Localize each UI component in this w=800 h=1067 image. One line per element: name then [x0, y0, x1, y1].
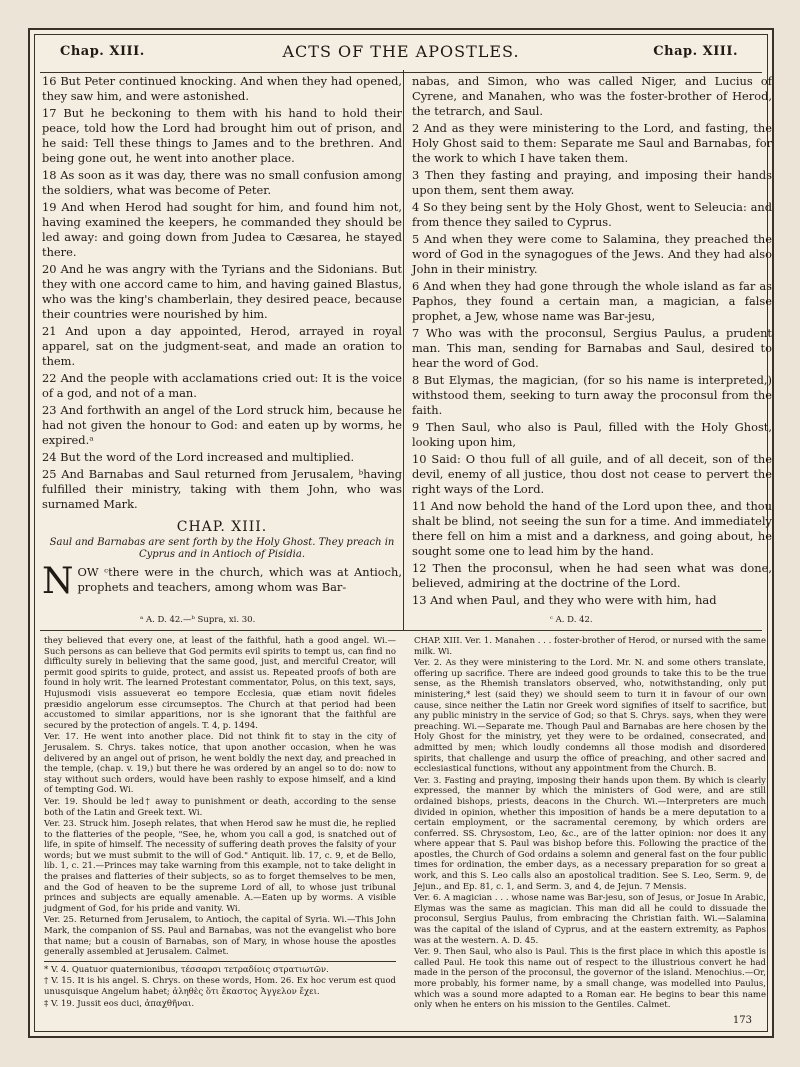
verse: 6 And when they had gone through the whole island as far as Paphos, they found a certain man, a magician, a false prophet, a Jew, whose name was Bar-jesu, [412, 279, 772, 323]
footnote-rule [44, 961, 396, 962]
footnote: ‡ V. 19. Jussit eos duci, ἀπαχθῆναι. [44, 998, 195, 1009]
right-date-reference: ᶜ A. D. 42. [550, 615, 593, 625]
verse: 9 Then Saul, who also is Paul, filled with the Holy Ghost, looking upon him, [412, 420, 772, 449]
note: Ver. 2. As they were ministering to the Lord. Mr. N. and some others translate, offering up sacrifice. There are indeed good grounds to take this to be the true sense, as the Rhemish translators observed, who, notwithstanding, only put ministering,* lest (said they) we should seem to turn it in favour of our own cause, since neither the Latin nor Greek word signifies of itself to sacrifice, but any public ministry in the service of God; so that S. Chrys. says, when they were preaching. Wi.—Separate me. Though Paul and Barnabas are here chosen by the Holy Ghost for the ministry, yet they were to be ordained, consecrated, and admitted by men; which loudly condemns all those modish and disordered spirits, that challenge and usurp the office of preaching, and other sacred and ecclesiastical functions, without any appointment from the Church. B. [414, 658, 766, 775]
verse: 25 And Barnabas and Saul returned from Jerusalem, ᵇhaving fulfilled their ministry, taking with them John, who was surnamed Mark. [42, 467, 402, 511]
chapter-first-verse [42, 561, 402, 602]
chapter-title: CHAP. XIII. [176, 519, 268, 535]
note: Ver. 3. Fasting and praying, imposing their hands upon them. By which is clearly expressed, the manner by which the ministers of God were, and are still ordained bishops, priests, deacons in the Church. Wi.—Interpreters are much divided in opinion, whether this imposition of hands be a mere deputation to a certain employment, or the sacramental ceremony, by which orders are conferred. SS. Chrysostom, Leo, &c., are of the latter opinion: nor does it any where appear that S. Paul was bishop before this. Following the practice of the apostles, the Church of God ordains a solemn and general fast on the four public times for ordination, the ember days, as a necessary preparation for so great a work, and this S. Leo calls also an apostolical tradition. See S. Leo, Serm. 9, de Jejun., and Ep. 81, c. 1, and Serm. 3, and 4, de Jejun. 7 Mensis. [414, 775, 766, 892]
note: CHAP. XIII. Ver. 1. Manahen . . . foster-brother of Herod, or nursed with the same milk. Wi. [414, 636, 766, 657]
verse: 19 And when Herod had sought for him, and found him not, having examined the keepers, he commanded they should be led away: and going down from Judea to Cæsarea, he stayed there. [42, 200, 402, 259]
verse: 11 And now behold the hand of the Lord upon thee, and thou shalt be blind, not seeing the sun for a time. And immediately there fell on him a mist and a darkness, and going about, he sought some one to lead him by the hand. [412, 499, 772, 558]
verse: 13 And when Paul, and they who were with him, had [412, 593, 717, 607]
first-verse-text: OW ᶜthere were in the church, which was at Antioch, prophets and teachers, among whom was Bar- [77, 565, 402, 594]
left-text-column [42, 74, 402, 602]
right-text-column [412, 74, 772, 610]
note: Ver. 19. Should be led† away to punishment or death, according to the sense both of the Latin and Greek text. Wi. [44, 796, 396, 818]
verse: 10 Said: O thou full of all guile, and of all deceit, son of the devil, enemy of all justice, thou dost not cease to pervert the right ways of the Lord. [412, 452, 772, 496]
left-commentary [44, 636, 396, 1010]
verse: 2 And as they were ministering to the Lord, and fasting, the Holy Ghost said to them: Separate me Saul and Barnabas, for the work to which I have taken them. [412, 121, 772, 165]
notes-rule [40, 630, 762, 631]
verse: 21 And upon a day appointed, Herod, arrayed in royal apparel, sat on the judgment-seat, and made an oration to them. [42, 324, 402, 368]
verse: 7 Who was with the proconsul, Sergius Paulus, a prudent man. This man, sending for Barnabas and Saul, desired to hear the word of God. [412, 326, 772, 370]
verse: 22 And the people with acclamations cried out: It is the voice of a god, and not of a man. [42, 371, 402, 400]
note: Ver. 9. Then Saul, who also is Paul. This is the first place in which this apostle is called Paul. He took this name out of respect to the illustrious convert he had made in the person of the proconsul, the governor of the island. Menochius.—Or, more probably, his former name, by a small change, was modelled into Paulus, which was a sound more adapted to a Roman ear. He begins to bear this name only when he enters on his mission to the Gentiles. Calmet. [414, 947, 766, 1011]
verse: 24 But the word of the Lord increased and multiplied. [42, 450, 355, 464]
verse: 3 Then they fasting and praying, and imposing their hands upon them, sent them away. [412, 168, 772, 197]
column-divider [403, 70, 404, 630]
verse: 18 As soon as it was day, there was no small confusion among the soldiers, what was become of Peter. [42, 168, 402, 197]
footnote: † V. 15. It is his angel. S. Chrys. on these words, Hom. 26. Ex hoc verum est quod unusquisque Angelum habet; ἀληθὲς ὅτι ἕκαστος Ἀγγελον ἔχει. [44, 976, 396, 997]
note: Ver. 25. Returned from Jerusalem, to Antioch, the capital of Syria. Wi.—This John Mark, the companion of SS. Paul and Barnabas, was not the evangelist who bore that name; but a cousin of Barnabas, son of Mary, in whose house the apostles generally assembled at Jerusalem. Calmet. [44, 915, 396, 958]
header-rule [40, 72, 762, 73]
chapter-summary: Saul and Barnabas are sent forth by the Holy Ghost. They preach in Cyprus and in Antioch of Pisidia. [49, 537, 395, 560]
left-date-reference: ᵃ A. D. 42.—ᵇ Supra, xi. 30. [140, 615, 256, 625]
running-header [40, 36, 762, 68]
note: Ver. 6. A magician . . . whose name was Bar-jesu, son of Jesus, or Josue In Arabic, Elymas was the same as magician. This man did all he could to dissuade the proconsul, Sergius Paulus, from embracing the Christian faith. Wi.—Salamina was the capital of the island of Cyprus, and at the eastern extremity, as Paphos was at the western. A. D. 45. [414, 893, 766, 946]
verse: 23 And forthwith an angel of the Lord struck him, because he had not given the honour to God: and eaten up by worms, he expired.ᵃ [42, 403, 402, 447]
verse: 17 But he beckoning to them with his hand to hold their peace, told how the Lord had brought him out of prison, and he said: Tell these things to James and to the brethren. And being gone out, he went into another place. [42, 106, 402, 165]
note: they believed that every one, at least of the faithful, hath a good angel. Wi.—Such persons as can believe that God permits evil spirits to tempt us, can find no difficulty surely in believing that the same good, just, and merciful Creator, will permit good spirits to guide, protect, and assist us. Repeated proofs of both are found in holy writ. The learned Protestant commentator, Polus, on this text, says, Hujusmodi visis assueverat eo tempore Ecclesia, quæ etiam novit fideles præsidio angelorum esse circumseptos. The Church at that period had been accustomed to similar apparitions, nor is she ignorant that the faithful are secured by the protection of angels. T. 4, p. 1494. [44, 636, 396, 731]
header-book-title: ACTS OF THE APOSTLES. [282, 42, 520, 61]
page-number: 173 [732, 1015, 752, 1026]
header-chapter-right: Chap. XIII. [653, 44, 738, 59]
verse: 12 Then the proconsul, when he had seen what was done, believed, admiring at the doctrine of the Lord. [412, 561, 772, 590]
drop-cap: N [42, 561, 74, 602]
header-chapter-left: Chap. XIII. [60, 44, 145, 59]
page-frame [28, 28, 774, 1038]
note: Ver. 23. Struck him. Joseph relates, that when Herod saw he must die, he replied to the flatteries of the people, "See, he, whom you call a god, is snatched out of life, in spite of himself. The necessity of suffering death proves the falsity of your words; but we must submit to the will of God." Antiquit. lib. 17, c. 9, et de Bello, lib. 1, c. 21.—Princes may take warning from this example, not to take delight in the praises and flatteries of their subjects, so as to forget themselves to be men, and the God of heaven to be the supreme Lord of all, to whose just tribunal princes and subjects are equally amenable. A.—Eaten up by worms. A visible judgment of God, for his pride and vanity. Wi. [44, 819, 396, 914]
verse: 4 So they being sent by the Holy Ghost, went to Seleucia: and from thence they sailed to Cyprus. [412, 200, 772, 229]
verse: 5 And when they were come to Salamina, they preached the word of God in the synagogues of the Jews. And they had also John in their ministry. [412, 232, 772, 276]
footnote: * V. 4. Quatuor quaternionibus, τέσσαρσι τετραδίοις στρατιωτῶν. [44, 964, 329, 975]
verse: 8 But Elymas, the magician, (for so his name is interpreted,) withstood them, seeking to turn away the proconsul from the faith. [412, 373, 772, 417]
verse: 16 But Peter continued knocking. And when they had opened, they saw him, and were astonished. [42, 74, 402, 103]
note: Ver. 17. He went into another place. Did not think fit to stay in the city of Jerusalem. S. Chrys. takes notice, that upon another occasion, when he was delivered by an angel out of prison, he went boldly the next day, and preached in the temple, (chap. v. 19,) but there he was ordered by an angel so to do: now to stay without such orders, would have been rashly to expose himself, and a kind of tempting God. Wi. [44, 732, 396, 796]
right-commentary [414, 636, 766, 1012]
verse: 20 And he was angry with the Tyrians and the Sidonians. But they with one accord came to him, and having gained Blastus, who was the king's chamberlain, they desired peace, because their countries were nourished by him. [42, 262, 402, 321]
verse: nabas, and Simon, who was called Niger, and Lucius of Cyrene, and Manahen, who was the foster-brother of Herod, the tetrarch, and Saul. [412, 74, 772, 118]
